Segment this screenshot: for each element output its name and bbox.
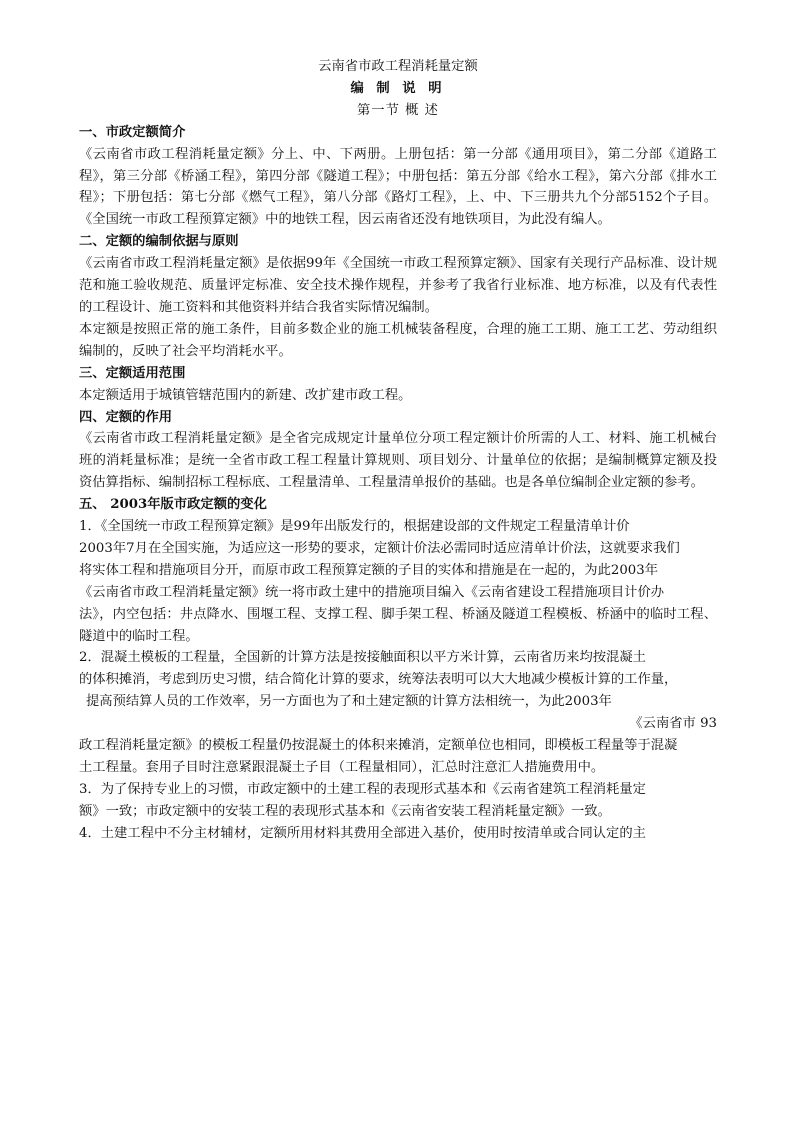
paragraph-1: 《云南省市政工程消耗量定额》分上、中、下两册。上册包括：第一分部《通用项目》，第二分部《道路工程》，第三分部《桥涵工程》，第四分部《隧道工程》；中册包括：第五分部《给水工程》，第六分部《排水工程》；下册包括：第七分部《燃气工程》，第八分部《路灯工程》，上、中、下三册共九个分部5152个子目。《全国统一市政工程预算定额》中的地铁工程，因云南省还没有地铁项目，为此没有编人。 [79,146,717,228]
paragraph-2: 《云南省市政工程消耗量定额》是依据99年《全国统一市政工程预算定额》、国家有关现行产品标准、设计规范和施工验收规范、质量评定标准、安全技术操作规程，并参考了我省行业标准、地方标准，以及有代表性的工程设计、施工资料和其他资料并结合我省实际情况编制。 [79,256,717,315]
list-line: 4．土建工程中不分主材辅材，定额所用材料其费用全部进入基价，使用时按清单或合同认定的主 [79,825,646,841]
document-subtitle: 编 制 说 明 [350,80,446,96]
document-page [79,56,717,845]
list-line: 2003年7月在全国实施，为适应这一形势的要求，定额计价法必需同时适应清单计价法，这就要求我们 [79,540,680,556]
list-line: 政工程消耗量定额》的模板工程量仍按混凝土的体积来摊消，定额单位也相同，即模板工程量等于混凝 [79,738,678,754]
heading-2: 二、定额的编制依据与原则 [79,234,239,250]
paragraph-5: 《云南省市政工程消耗量定额》是全省完成规定计量单位分项工程定额计价所需的人工、材料、施工机械台班的消耗量标准；是统一全省市政工程工程量计算规则、项目划分、计量单位的依据；是编制概算定额及投资估算指标、编制招标工程标底、工程量清单、工程量清单报价的基础。也是各单位编制企业定额的参考。 [79,431,717,491]
list-line: 1．《全国统一市政工程预算定额》是99年出版发行的，根据建设部的文件规定工程量清单计价 [79,519,630,535]
heading-4: 四、定额的作用 [79,409,173,425]
list-line: 土工程量。套用子目时注意紧跟混凝土子目（工程量相同），汇总时注意汇人措施费用中。 [79,760,605,775]
paragraph-3: 本定额是按照正常的施工条件，目前多数企业的施工机械装备程度，合理的施工工期、施工工艺、劳动组织编制的，反映了社会平均消耗水平。 [79,321,717,359]
paragraph-4: 本定额适用于城镇管辖范围内的新建、改扩建市政工程。 [79,387,412,403]
document-title: 云南省市政工程消耗量定额 [318,59,478,74]
list-line-right: 《云南省市 93 [629,716,717,732]
heading-5: 五、 2003年版市政定额的变化 [79,497,267,513]
heading-3: 三、定额适用范围 [79,365,186,381]
list-line: 法》，内空包括：井点降水、围堰工程、支撑工程、脚手架工程、桥涵及隧道工程模板、桥涵中的临时工程、隧道中的临时工程。 [79,606,717,644]
list-line: 2．混凝土模板的工程量，全国新的计算方法是按接触面积以平方米计算，云南省历来均按混凝土 [79,650,646,666]
list-line: 额》一致；市政定额中的安装工程的表现形式基本和《云南省安装工程消耗量定额》一致。 [79,803,611,819]
list-line: 提高预结算人员的工作效率，另一方面也为了和土建定额的计算方法相统一，为此2003年 [86,694,612,710]
list-line: 3．为了保持专业上的习惯，市政定额中的土建工程的表现形式基本和《云南省建筑工程消耗量定 [79,781,646,797]
list-line: 的体积摊消，考虑到历史习惯，结合简化计算的要求，统筹法表明可以大大地减少模板计算的工作量， [79,672,678,688]
heading-1: 一、市政定额简介 [79,124,186,140]
section-heading: 第一节 概 述 [357,102,439,118]
list-line: 《云南省市政工程消耗量定额》统一将市政土建中的措施项目编入《云南省建设工程措施项目计价办 [79,584,665,600]
list-line: 将实体工程和措施项目分开，而原市政工程预算定额的子目的实体和措施是在一起的，为此2003年 [79,562,659,578]
